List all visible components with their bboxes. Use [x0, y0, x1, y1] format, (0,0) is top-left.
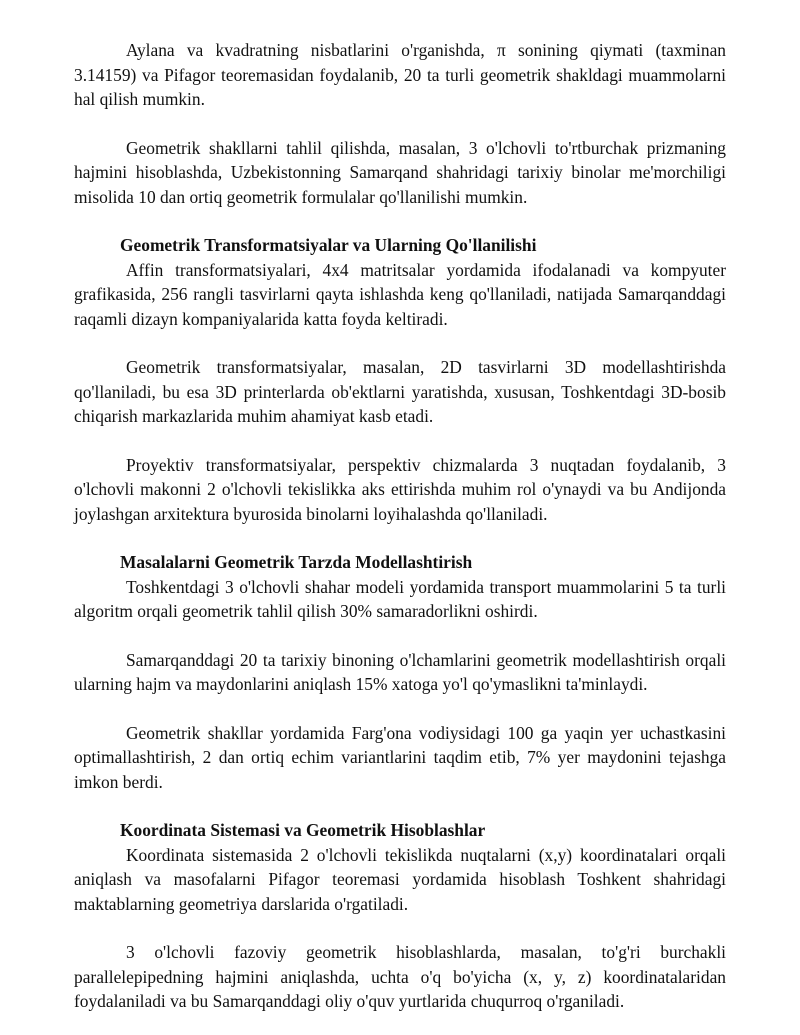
paragraph: Geometrik transformatsiyalar, masalan, 2D tasvirlarni 3D modellashtirishda qo'llaniladi, bu esa 3D printerlarda ob'ektlarni yaratishda, xususan, Toshkentdagi 3D-bosib chiqarish markazlarida muhim ahamiyat kasb etadi. — [74, 357, 726, 426]
paragraph: Geometrik shakllar yordamida Farg'ona vodiysidagi 100 ga yaqin yer uchastkasini optimallashtirish, 2 dan ortiq echim variantlarini taqdim etib, 7% yer maydonini tejashga imkon berdi. — [74, 722, 726, 792]
paragraph: Toshkentdagi 3 o'lchovli shahar modeli yordamida transport muammolarini 5 ta turli algoritm orqali geometrik tahlil qilish 30% samaradorlikni oshirdi. — [74, 576, 726, 621]
section-heading: Koordinata Sistemasi va Geometrik Hisoblashlar — [120, 820, 486, 840]
paragraph: Samarqanddagi 20 ta tarixiy binoning o'lchamlarini geometrik modellashtirish orqali ularning hajm va maydonlarini aniqlash 15% xatoga yo'l qo'ymaslikni ta'minlaydi. — [74, 649, 726, 694]
section-heading: Masalalarni Geometrik Tarzda Modellashtirish — [120, 552, 473, 572]
paragraph: Geometrik shakllarni tahlil qilishda, masalan, 3 o'lchovli to'rtburchak prizmaning hajmini hisoblashda, Uzbekistonning Samarqand shahridagi tarixiy binolar me'morchiligi misolida 10 dan ortiq geometrik formulalar qo'llanilishi mumkin. — [74, 137, 726, 207]
paragraph: Proyektiv transformatsiyalar, perspektiv chizmalarda 3 nuqtadan foydalanib, 3 o'lchovli makonni 2 o'lchovli tekislikka aks ettirishda muhim rol o'ynaydi va bu Andijonda joylashgan arxitektura byurosida binolarni loyihalashda qo'llaniladi. — [74, 454, 726, 524]
document-page — [74, 38, 726, 1014]
section-heading: Geometrik Transformatsiyalar va Ularning Qo'llanilishi — [120, 235, 537, 255]
paragraph: Aylana va kvadratning nisbatlarini o'rganishda, π sonining qiymati (taxminan 3.14159) va Pifagor teoremasidan foydalanib, 20 ta turli geometrik shakldagi muammolarni hal qilish mumkin. — [74, 40, 726, 109]
paragraph: 3 o'lchovli fazoviy geometrik hisoblashlarda, masalan, to'g'ri burchakli parallelepipedning hajmini aniqlashda, uchta o'q bo'yicha (x, y, z) koordinatalaridan foydalaniladi va bu Samarqanddagi oliy o'quv yurtlarida chuqurroq o'rganiladi. — [74, 942, 726, 1011]
paragraph: Affin transformatsiyalari, 4x4 matritsalar yordamida ifodalanadi va kompyuter grafikasida, 256 rangli tasvirlarni qayta ishlashda keng qo'llaniladi, natijada Samarqanddagi raqamli dizayn kompaniyalarida katta foyda keltiradi. — [74, 259, 726, 329]
paragraph: Koordinata sistemasida 2 o'lchovli tekislikda nuqtalarni (x,y) koordinatalari orqali aniqlash va masofalarni Pifagor teoremasi yordamida hisoblash Toshkent shahridagi maktablarning geometriya darslarida o'rgatiladi. — [74, 844, 726, 914]
